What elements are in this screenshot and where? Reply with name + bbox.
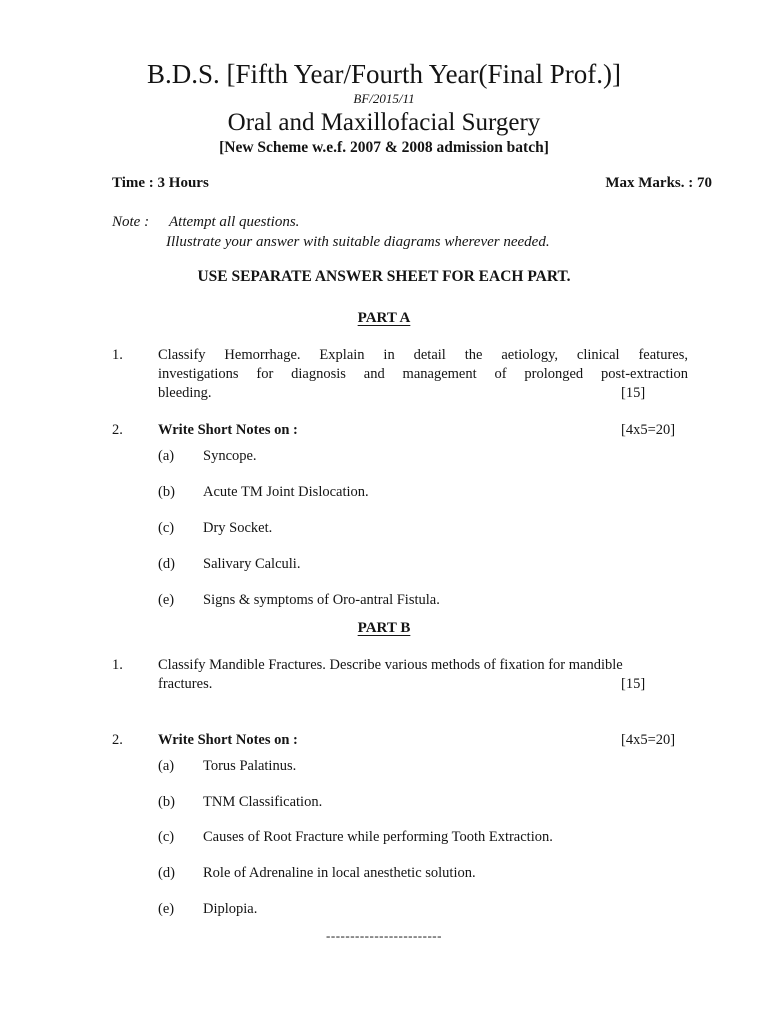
paper-code: BF/2015/11 [353,91,415,106]
sub-question-text: TNM Classification. [203,794,323,810]
sub-question-label: (c) [158,829,175,845]
max-marks: Max Marks. : 70 [605,175,712,191]
sub-question-label: (d) [158,556,175,572]
note-line-1: Attempt all questions. [169,214,300,230]
question-text-line: fractures. [158,676,213,692]
short-notes-heading: Write Short Notes on : [158,732,298,748]
sub-question-text: Salivary Calculi. [203,556,301,572]
sub-question-text: Signs & symptoms of Oro-antral Fistula. [203,592,440,608]
sub-question-label: (a) [158,758,175,774]
note-label: Note : [112,214,150,230]
question-number: 2. [112,422,123,438]
sub-question-text: Torus Palatinus. [203,758,297,774]
part-b-heading: PART B [357,620,411,636]
subject-title: Oral and Maxillofacial Surgery [227,109,541,136]
short-notes-heading: Write Short Notes on : [158,422,298,438]
sub-question-label: (d) [158,865,175,881]
sub-question-label: (a) [158,448,175,464]
sub-question-text: Causes of Root Fracture while performing Tooth Extraction. [203,829,553,845]
time-allowed: Time : 3 Hours [112,175,209,191]
scheme-line: [New Scheme w.e.f. 2007 & 2008 admission batch] [219,139,549,156]
sub-question-label: (c) [158,520,175,536]
note-line-2: Illustrate your answer with suitable diagrams wherever needed. [166,234,550,250]
question-marks: [4x5=20] [621,732,676,748]
sub-question-text: Diplopia. [203,901,258,917]
question-text-line: Classify Mandible Fractures. Describe various methods of fixation for mandible [158,657,623,673]
sub-question-text: Syncope. [203,448,257,464]
answer-sheet-instruction: USE SEPARATE ANSWER SHEET FOR EACH PART. [197,268,571,285]
sub-question-label: (e) [158,592,175,608]
part-a-heading: PART A [357,310,411,326]
question-number: 2. [112,732,123,748]
question-number: 1. [112,347,123,363]
sub-question-label: (b) [158,484,175,500]
end-of-paper-divider: ------------------------ [326,928,442,943]
sub-question-text: Role of Adrenaline in local anesthetic solution. [203,865,476,881]
sub-question-label: (e) [158,901,175,917]
question-text-line: investigations for diagnosis and management of prolonged post-extraction [158,366,688,382]
question-number: 1. [112,657,123,673]
sub-question-label: (b) [158,794,175,810]
question-text-line: bleeding. [158,385,212,401]
question-text-line: Classify Hemorrhage. Explain in detail the aetiology, clinical features, [158,347,688,363]
question-marks: [4x5=20] [621,422,676,438]
question-marks: [15] [621,676,646,692]
sub-question-text: Dry Socket. [203,520,273,536]
sub-question-text: Acute TM Joint Dislocation. [203,484,369,500]
question-marks: [15] [621,385,646,401]
exam-title: B.D.S. [Fifth Year/Fourth Year(Final Prof.)] [146,59,622,89]
